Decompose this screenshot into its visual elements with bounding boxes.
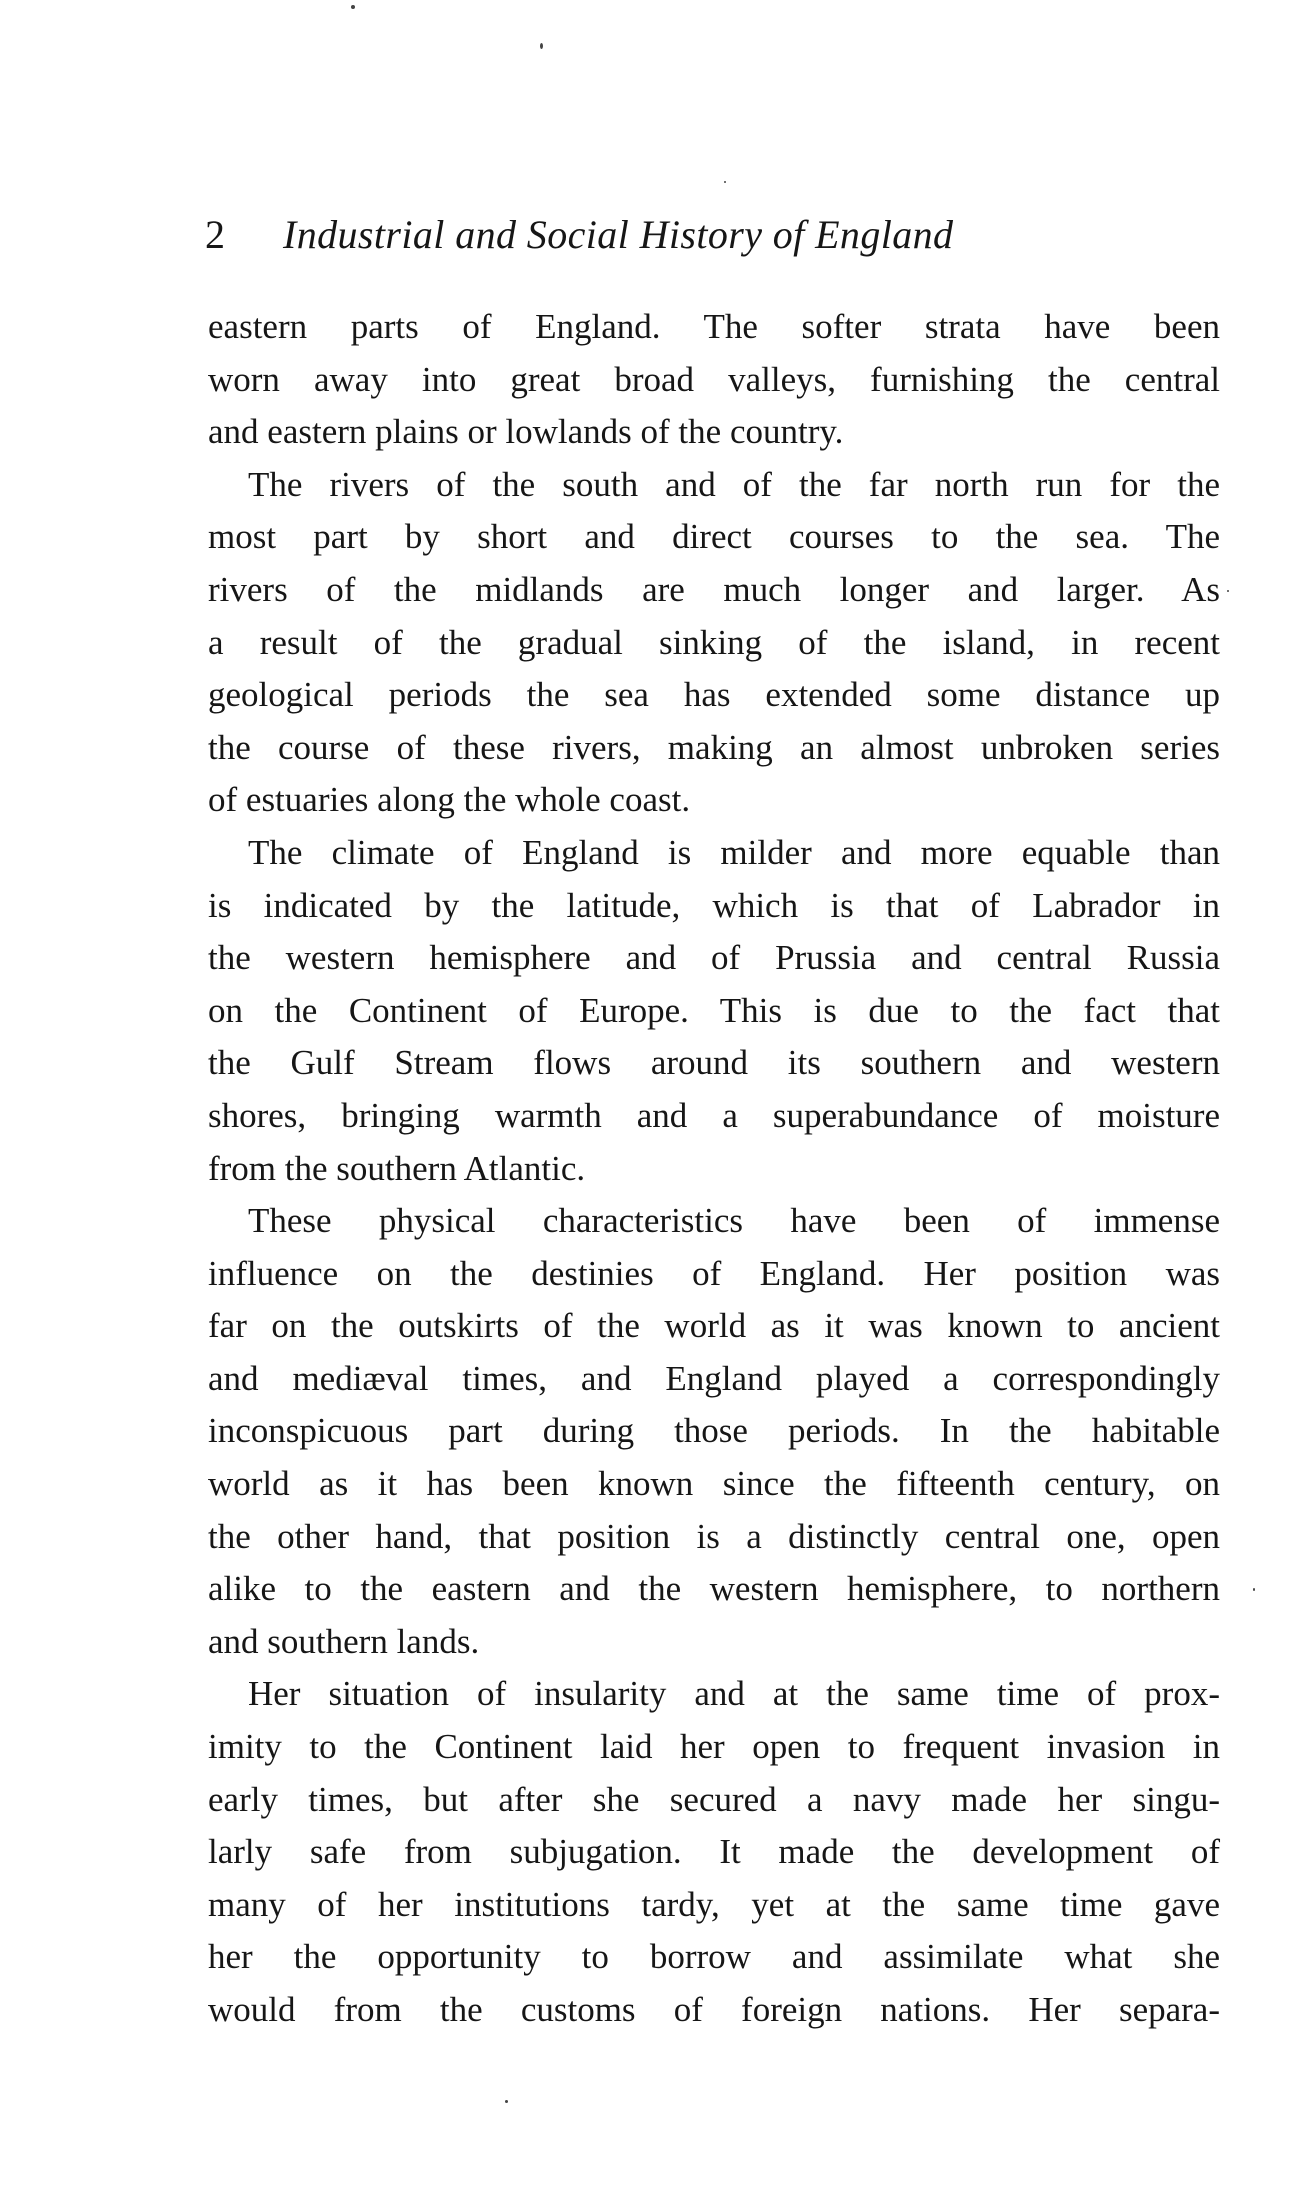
text-line: on the Continent of Europe. This is due to the fact that: [208, 990, 1220, 1030]
paragraph-3: [208, 827, 1220, 1195]
paragraph-5: [208, 1668, 1220, 2036]
paragraph-2: [208, 459, 1220, 827]
paper-speck: [351, 5, 355, 9]
paper-speck: [1253, 1588, 1255, 1591]
text-line: the western hemisphere and of Prussia and central Russia: [208, 938, 1220, 978]
running-title: Industrial and Social History of England: [283, 212, 954, 257]
paper-speck: [724, 181, 726, 183]
paper-speck: [505, 2100, 508, 2103]
text-line: and eastern plains or lowlands of the country.: [208, 412, 844, 452]
text-line: larly safe from subjugation. It made the development of: [208, 1832, 1220, 1872]
text-line: worn away into great broad valleys, furnishing the central: [208, 359, 1220, 399]
text-line: is indicated by the latitude, which is that of Labrador in: [208, 885, 1220, 925]
text-line: early times, but after she secured a navy made her singu-: [208, 1779, 1220, 1819]
page-header: [205, 205, 1205, 265]
paper-speck: [540, 43, 543, 49]
text-line: shores, bringing warmth and a superabundance of moisture: [208, 1095, 1220, 1135]
text-line: geological periods the sea has extended some distance up: [208, 675, 1220, 715]
text-line: inconspicuous part during those periods. In the habitable: [208, 1411, 1220, 1451]
text-line: alike to the eastern and the western hemisphere, to northern: [208, 1569, 1220, 1609]
page-number: 2: [205, 212, 225, 257]
text-line: many of her institutions tardy, yet at the same time gave: [208, 1884, 1220, 1924]
text-line: Her situation of insularity and at the same time of prox-: [248, 1674, 1220, 1714]
paper-speck: [1227, 590, 1229, 592]
text-line: The rivers of the south and of the far north run for the: [248, 464, 1220, 504]
paragraph-1: [208, 301, 1220, 459]
text-line: imity to the Continent laid her open to frequent invasion in: [208, 1727, 1220, 1767]
text-line: the other hand, that position is a distinctly central one, open: [208, 1516, 1220, 1556]
text-line: the course of these rivers, making an almost unbroken series: [208, 727, 1220, 767]
text-line: rivers of the midlands are much longer and larger. As: [208, 569, 1220, 609]
text-line: of estuaries along the whole coast.: [208, 780, 691, 820]
text-line: from the southern Atlantic.: [208, 1148, 586, 1188]
text-line: influence on the destinies of England. Her position was: [208, 1253, 1220, 1293]
text-line: most part by short and direct courses to the sea. The: [208, 517, 1220, 557]
text-line: world as it has been known since the fifteenth century, on: [208, 1464, 1220, 1504]
text-line: The climate of England is milder and more equable than: [248, 832, 1220, 872]
text-line: would from the customs of foreign nations. Her separa-: [208, 1990, 1220, 2029]
text-line: These physical characteristics have been of immense: [248, 1201, 1220, 1241]
text-line: the Gulf Stream flows around its southern and western: [208, 1043, 1220, 1083]
text-line: far on the outskirts of the world as it was known to ancient: [208, 1306, 1220, 1346]
text-line: eastern parts of England. The softer strata have been: [208, 307, 1220, 346]
body-text: [208, 301, 1220, 2037]
text-line: and mediæval times, and England played a correspondingly: [208, 1358, 1220, 1398]
text-line: a result of the gradual sinking of the island, in recent: [208, 622, 1220, 662]
paragraph-4: [208, 1195, 1220, 1668]
text-line: and southern lands.: [208, 1621, 480, 1661]
text-line: her the opportunity to borrow and assimilate what she: [208, 1937, 1220, 1977]
